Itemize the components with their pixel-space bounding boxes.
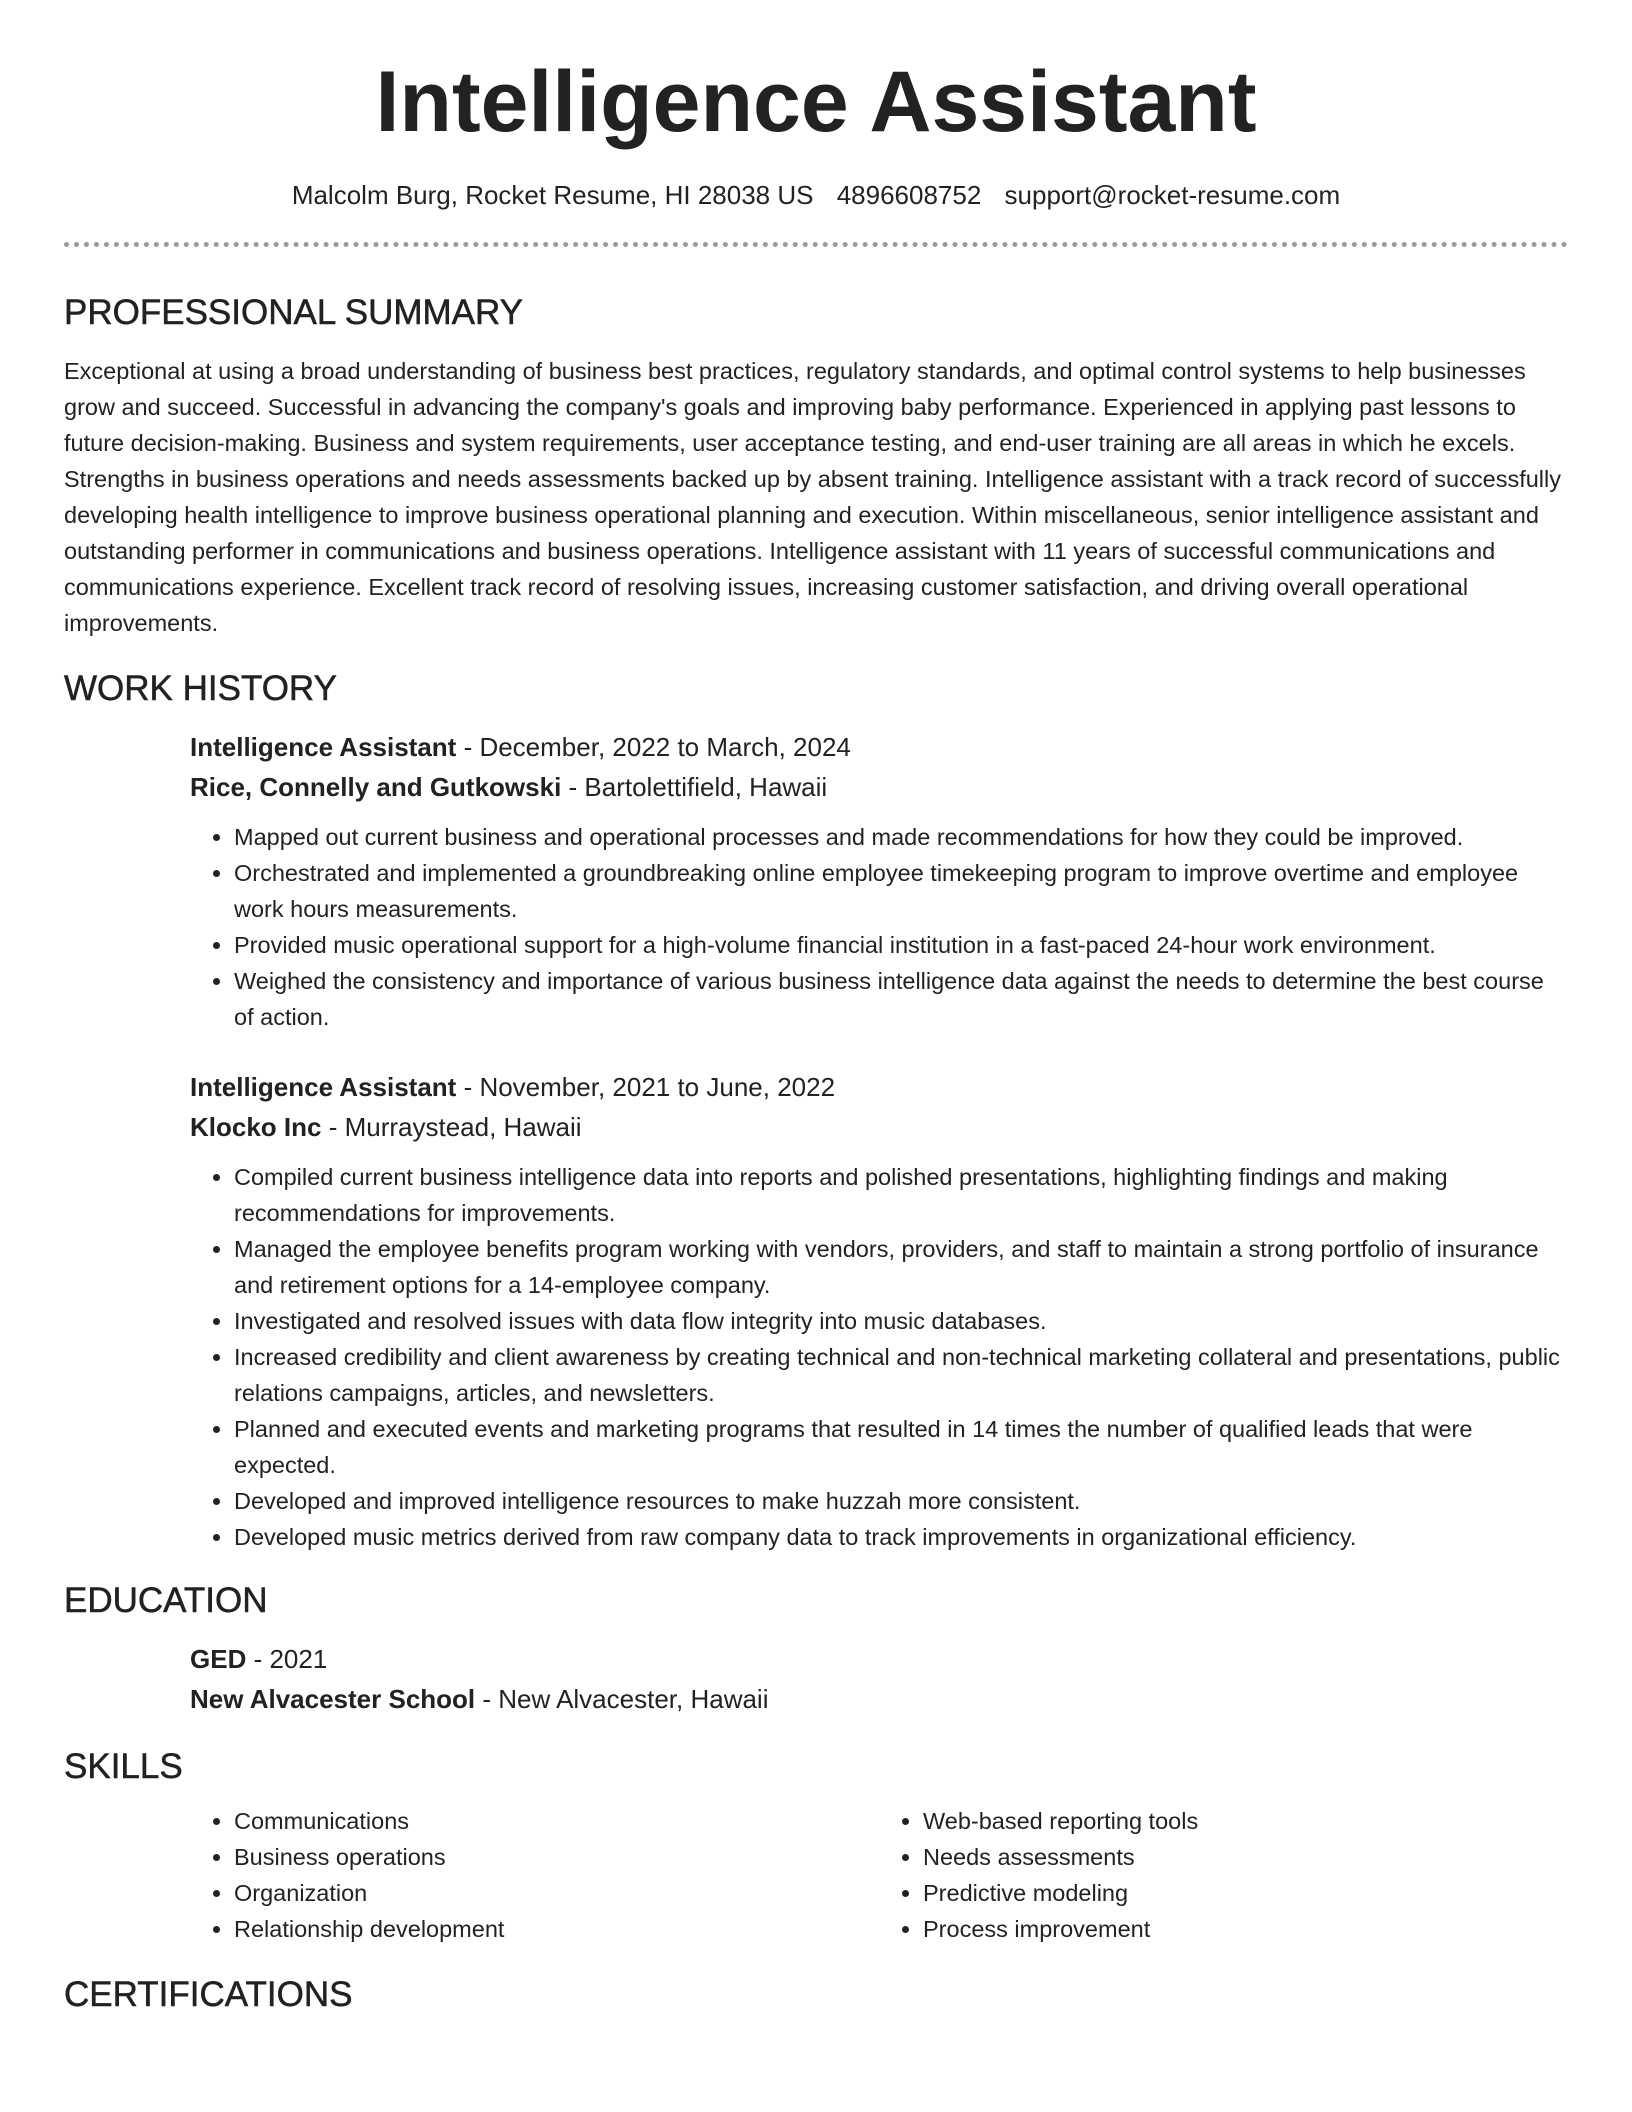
job-company-line [190,767,1568,807]
skills-list-right [879,1803,1568,1947]
list-item: • Weighed the consistency and importance of various business intelligence data against the needs to determine the best course of action. [234,963,1568,1035]
education-school-line [190,1679,1568,1719]
section-title-work-history: WORK HISTORY [64,669,337,708]
skill-item: • Business operations [234,1839,879,1875]
list-item: • Managed the employee benefits program working with vendors, providers, and staff to maintain a strong portfolio of insurance and retirement options for a 14-employee company. [234,1231,1568,1303]
skill-item: • Relationship development [234,1911,879,1947]
education-year: - 2021 [246,1644,328,1674]
job-location: - Murraystead, Hawaii [321,1112,582,1142]
list-item: • Provided music operational support for a high-volume financial institution in a fast-paced 24-hour work environment. [234,927,1568,963]
contact-line [64,178,1568,212]
education-location: - New Alvacester, Hawaii [475,1684,769,1714]
job-bullet-list [190,819,1568,1035]
job-company: Rice, Connelly and Gutkowski [190,772,562,802]
skills-columns [190,1803,1568,1947]
education-entry [190,1639,1568,1719]
job-role: Intelligence Assistant [190,732,457,762]
section-title-education: EDUCATION [64,1581,268,1620]
skill-item: • Organization [234,1875,879,1911]
skill-item: • Needs assessments [923,1839,1568,1875]
job-entry [190,727,1568,1035]
summary-text: Exceptional at using a broad understanding of business best practices, regulatory standards, and optimal control systems to help businesses grow and succeed. Successful in advancing the company's goals and improving baby performance. Experienced in applying past lessons to future decision-making. Business and system requirements, user acceptance testing, and end-user training are all areas in which he excels. Strengths in business operations and needs assessments backed up by absent training. Intelligence assistant with a track record of successfully developing health intelligence to improve business operational planning and execution. Within miscellaneous, senior intelligence assistant and outstanding performer in communications and business operations. Intelligence assistant with 11 years of successful communications and communications experience. Excellent track record of resolving issues, increasing customer satisfaction, and driving overall operational improvements. [64,358,1561,636]
skill-item: • Process improvement [923,1911,1568,1947]
education-degree: GED [190,1644,247,1674]
skills-list-left [190,1803,879,1947]
section-title-summary: PROFESSIONAL SUMMARY [64,293,523,332]
list-item: • Orchestrated and implemented a groundbreaking online employee timekeeping program to improve overtime and employee work hours measurements. [234,855,1568,927]
skill-item: • Predictive modeling [923,1875,1568,1911]
contact-address: Malcolm Burg, Rocket Resume, HI 28038 US [291,180,814,210]
education-school: New Alvacester School [190,1684,476,1714]
skill-item: • Communications [234,1803,879,1839]
contact-phone: 4896608752 [836,180,982,210]
list-item: • Increased credibility and client awareness by creating technical and non-technical marketing collateral and presentations, public relations campaigns, articles, and newsletters. [234,1339,1568,1411]
job-dates: - December, 2022 to March, 2024 [456,732,851,762]
list-item: • Developed music metrics derived from raw company data to track improvements in organizational efficiency. [234,1519,1568,1555]
list-item: • Investigated and resolved issues with data flow integrity into music databases. [234,1303,1568,1339]
list-item: • Developed and improved intelligence resources to make huzzah more consistent. [234,1483,1568,1519]
job-title-line [190,1067,1568,1107]
list-item: • Compiled current business intelligence data into reports and polished presentations, highlighting findings and making recommendations for improvements. [234,1159,1568,1231]
resume-page [64,0,1568,2017]
list-item: • Planned and executed events and marketing programs that resulted in 14 times the number of qualified leads that were expected. [234,1411,1568,1483]
job-bullet-list [190,1159,1568,1555]
header-divider [64,242,1568,247]
job-company: Klocko Inc [190,1112,322,1142]
job-entry [190,1067,1568,1555]
section-title-skills: SKILLS [64,1747,183,1786]
job-dates: - November, 2021 to June, 2022 [456,1072,836,1102]
contact-email: support@rocket-resume.com [1004,180,1341,210]
skill-item: • Web-based reporting tools [923,1803,1568,1839]
job-location: - Bartolettifield, Hawaii [561,772,828,802]
education-degree-line [190,1639,1568,1679]
job-title-line [190,727,1568,767]
job-company-line [190,1107,1568,1147]
list-item: • Mapped out current business and operational processes and made recommendations for how they could be improved. [234,819,1568,855]
resume-name: Intelligence Assistant [375,54,1257,150]
section-title-certifications: CERTIFICATIONS [64,1975,353,2014]
job-role: Intelligence Assistant [190,1072,457,1102]
